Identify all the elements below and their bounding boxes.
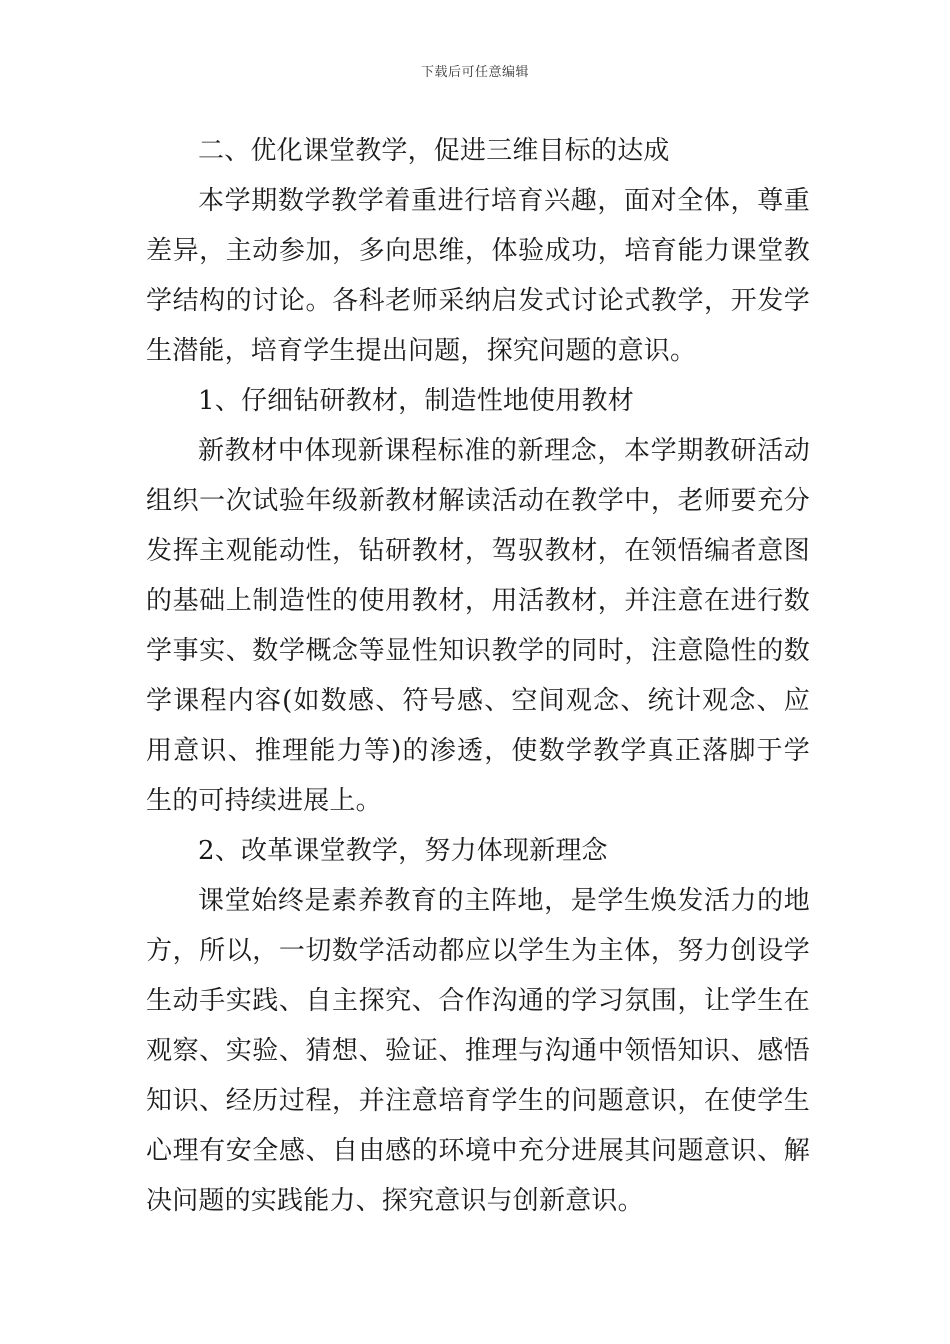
body-paragraph: 新教材中体现新课程标准的新理念，本学期教研活动组织一次试验年级新教材解读活动在教学中，老师要充分发挥主观能动性，钻研教材，驾驭教材，在领悟编者意图的基础上制造性的使用教材，用活教材，并注意在进行数学事实、数学概念等显性知识教学的同时，注意隐性的数学课程内容(如数感、符号感、空间观念、统计观念、应用意识、推理能力等)的渗透，使数学教学真正落脚于学生的可持续进展上。 — [146, 436, 810, 816]
body-paragraph: 课堂始终是素养教育的主阵地，是学生焕发活力的地方，所以，一切数学活动都应以学生为主体，努力创设学生动手实践、自主探究、合作沟通的学习氛围，让学生在观察、实验、猜想、验证、推理与沟通中领悟知识、感悟知识、经历过程，并注意培育学生的问题意识，在使学生心理有安全感、自由感的环境中充分进展其问题意识、解决问题的实践能力、探究意识与创新意识。 — [146, 886, 810, 1216]
body-paragraph: 本学期数学教学着重进行培育兴趣，面对全体，尊重差异，主动参加，多向思维，体验成功，培育能力课堂教学结构的讨论。各科老师采纳启发式讨论式教学，开发学生潜能，培育学生提出问题，探究问题的意识。 — [146, 186, 810, 366]
subsection-heading: 1、仔细钻研教材，制造性地使用教材 — [198, 386, 634, 416]
document-body — [146, 126, 810, 1226]
page-header-note: 下载后可任意编辑 — [420, 65, 529, 80]
subsection-heading: 2、改革课堂教学，努力体现新理念 — [198, 836, 608, 866]
section-heading: 二、优化课堂教学，促进三维目标的达成 — [198, 136, 670, 166]
